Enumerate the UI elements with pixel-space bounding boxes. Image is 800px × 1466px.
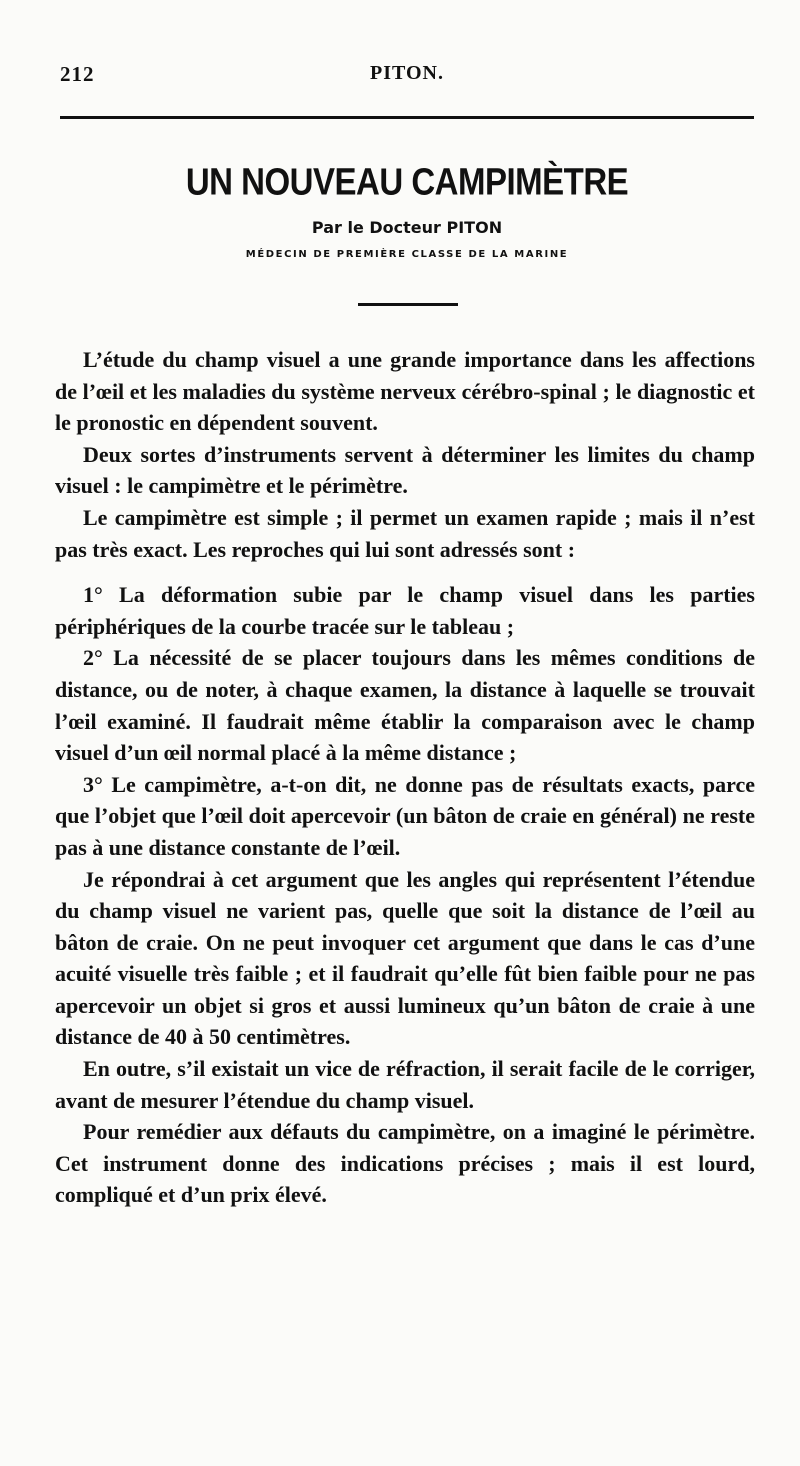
paragraph: 3° Le campimètre, a-t-on dit, ne donne pas de résultats exacts, parce que l’objet que l’œil doit apercevoir (un bâton de craie en général) ne reste pas à une distance constante de l’œil. — [55, 771, 755, 860]
author-title: MÉDECIN DE PREMIÈRE CLASSE DE LA MARINE — [245, 249, 569, 260]
paragraph: En outre, s’il existait un vice de réfraction, il serait facile de le corriger, avant de mesurer l’étendue du champ visuel. — [55, 1056, 755, 1113]
paragraph: Deux sortes d’instruments servent à déterminer les limites du champ visuel : le campimètre et le périmètre. — [55, 441, 755, 499]
paragraph: Pour remédier aux défauts du campimètre, on a imaginé le périmètre. Cet instrument donne des indications précises ; mais il est lourd, compliqué et d’un prix élevé. — [55, 1119, 755, 1208]
page-number: 212 — [60, 62, 95, 86]
paragraph: 2° La nécessité de se placer toujours dans les mêmes conditions de distance, ou de noter, à chaque examen, la distance à laquelle se trouvait l’œil examiné. Il faudrait même établir la comparaison avec le champ visuel d’un œil normal placé à la même distance ; — [55, 645, 755, 766]
page-header — [60, 62, 754, 96]
article-byline: Par le Docteur PITON — [311, 218, 503, 237]
paragraph: L’étude du champ visuel a une grande importance dans les affections de l’œil et les maladies du système nerveux cérébro-spinal ; le diagnostic et le pronostic en dépendent souvent. — [55, 347, 755, 436]
paragraph: Le campimètre est simple ; il permet un examen rapide ; mais il n’est pas très exact. Les reproches qui lui sont adressés sont : — [55, 504, 755, 562]
paragraph: Je répondrai à cet argument que les angles qui représentent l’étendue du champ visuel ne varient pas, quelle que soit la distance de l’œil au bâton de craie. On ne peut invoquer cet argument que dans le cas d’une acuité visuelle très faible ; et il faudrait qu’elle fût bien faible pour ne pas apercevoir un objet si gros et aussi lumineux qu’un bâton de craie à une distance de 40 à 50 centimètres. — [55, 866, 755, 1050]
running-title: PITON. — [370, 62, 444, 84]
article-body — [55, 344, 755, 1211]
paragraph: 1° La déformation subie par le champ visuel dans les parties périphériques de la courbe tracée sur le tableau ; — [55, 582, 755, 639]
header-rule — [60, 116, 754, 119]
article-title: UN NOUVEAU CAMPIMÈTRE — [185, 160, 629, 203]
title-divider — [358, 303, 458, 306]
